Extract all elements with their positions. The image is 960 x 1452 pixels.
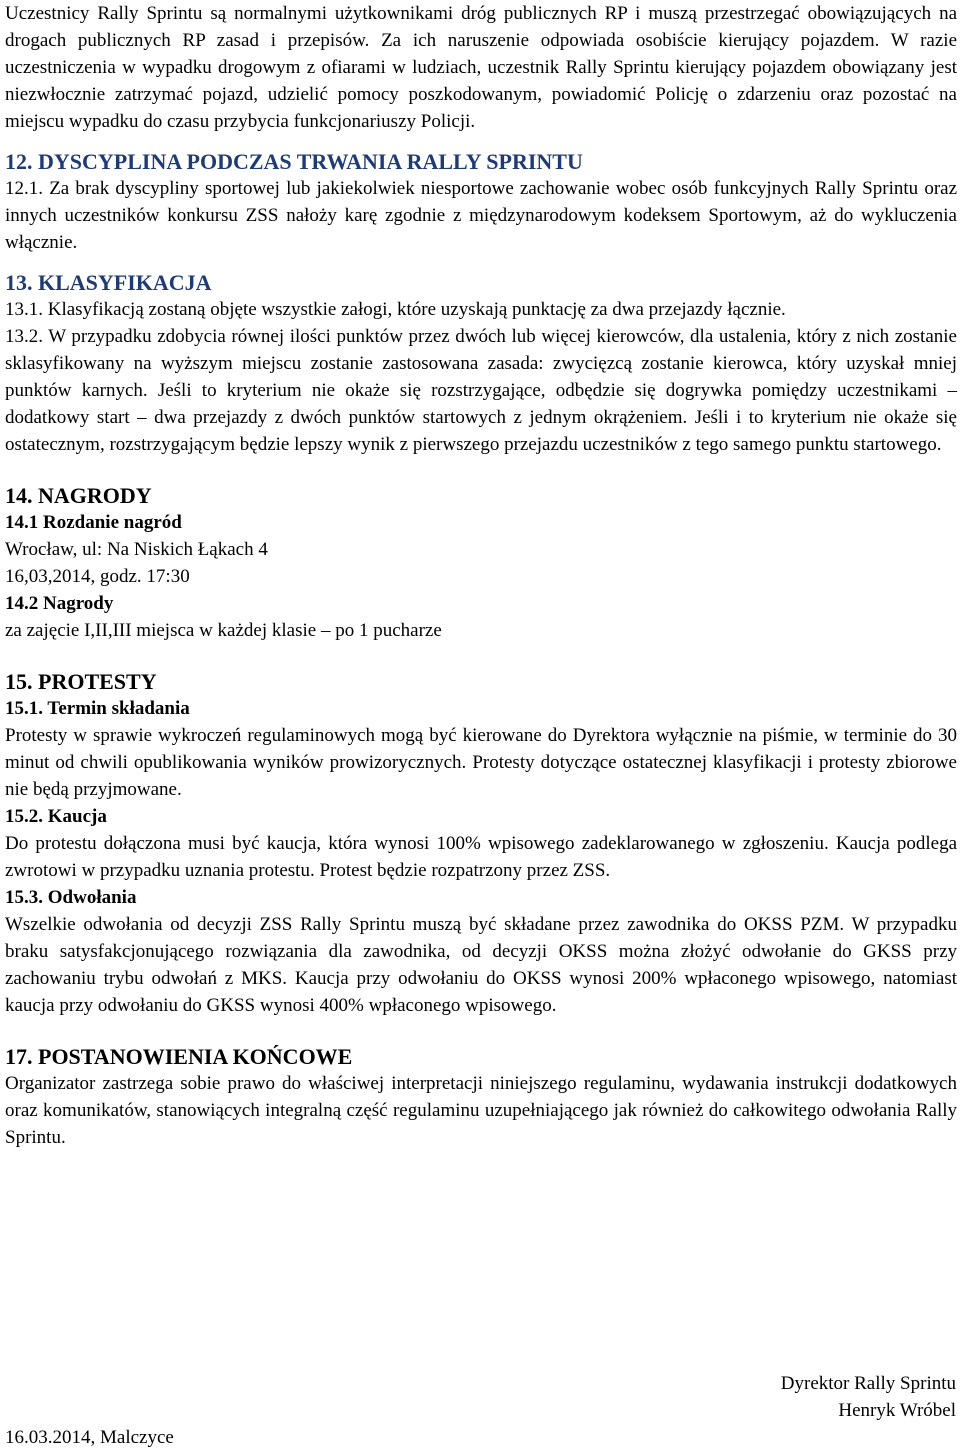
intro-text-1: Uczestnicy Rally Sprintu są normalnymi użytkownikami dróg publicznych RP i muszą przestrzegać obowiązujących na drogach publicznych RP zasad i przepisów. Za ich naruszenie odpowiada osobiście kierujący pojazdem. xyxy=(5,3,957,51)
section-13-1-number: 13.1. xyxy=(5,299,43,320)
section-15-2-subheading: 15.2. Kaucja xyxy=(5,806,107,827)
date-place: 16.03.2014, Malczyce xyxy=(5,1427,174,1448)
section-13-2-paragraph xyxy=(5,323,957,458)
awards-description: za zajęcie I,II,III miejsca w każdej klasie – po 1 pucharze xyxy=(5,620,442,641)
section-13-1-text: Klasyfikacją zostaną objęte wszystkie załogi, które uzyskają punktację za dwa przejazdy łącznie. xyxy=(47,299,786,320)
section-13-heading: 13. KLASYFIKACJA xyxy=(5,270,212,295)
section-14-2-subheading: 14.2 Nagrody xyxy=(5,593,114,614)
intro-text-2: W razie uczestniczenia w wypadku drogowym z ofiarami w ludziach, uczestnik Rally Sprintu kierujący pojazdem obowiązany jest niezwłocznie zatrzymać pojazd, udzielić pomocy poszkodowanym, powiadomić Policję o zdarzeniu oraz pozostać na miejscu wypadku do czasu przybycia funkcjonariuszy Policji. xyxy=(5,30,957,132)
document-body xyxy=(5,0,957,1151)
section-13-2-number: 13.2. xyxy=(5,326,43,347)
section-15-2-paragraph: Do protestu dołączona musi być kaucja, która wynosi 100% wpisowego zadeklarowanego w zgłoszeniu. Kaucja podlega zwrotowi w przypadku uznania protestu. Protest będzie rozpatrzony przez ZSS. xyxy=(5,833,957,881)
awards-datetime: 16,03,2014, godz. 17:30 xyxy=(5,566,190,587)
intro-paragraph xyxy=(5,0,957,135)
section-13-1-paragraph xyxy=(5,296,957,323)
section-17-heading: 17. POSTANOWIENIA KOŃCOWE xyxy=(5,1044,353,1069)
awards-location: Wrocław, ul: Na Niskich Łąkach 4 xyxy=(5,539,268,560)
section-12-heading: 12. DYSCYPLINA PODCZAS TRWANIA RALLY SPRINTU xyxy=(5,149,583,174)
section-13-2-text: W przypadku zdobycia równej ilości punktów przez dwóch lub więcej kierowców, dla ustalenia, który z nich zostanie sklasyfikowany na wyższym miejscu zostanie zastosowana zasada: zwycięzcą zostanie kierowca, który uzyskał mniej punktów karnych. Jeśli to kryterium nie okaże się rozstrzygające, odbędzie się dogrywka pomiędzy uczestnikami – dodatkowy start – dwa przejazdy z dwóch punktów startowych z jednym okrążeniem. Jeśli i to kryterium nie okaże się ostatecznym, rozstrzygającym będzie lepszy wynik z pierwszego przejazdu uczestników z tego samego punktu startowego. xyxy=(5,326,957,455)
section-15-heading: 15. PROTESTY xyxy=(5,669,157,694)
section-14-1-subheading: 14.1 Rozdanie nagród xyxy=(5,512,182,533)
section-14-heading: 14. NAGRODY xyxy=(5,483,152,508)
section-15-3-subheading: 15.3. Odwołania xyxy=(5,887,137,908)
section-12-1-number: 12.1. xyxy=(5,178,43,199)
section-12-1-text: Za brak dyscypliny sportowej lub jakiekolwiek niesportowe zachowanie wobec osób funkcyjnych Rally Sprintu oraz innych uczestników konkursu ZSS nałoży karę zgodnie z międzynarodowym kodeksem Sportowym, aż do wykluczenia włącznie. xyxy=(5,178,958,253)
section-15-3-paragraph: Wszelkie odwołania od decyzji ZSS Rally Sprintu muszą być składane przez zawodnika do OKSS PZM. W przypadku braku satysfakcjonującego rozwiązania dla zawodnika, od decyzji OKSS można złożyć odwołanie do GKSS przy zachowaniu trybu odwołań z MKS. Kaucja przy odwołaniu do OKSS wynosi 200% wpłaconego wpisowego, natomiast kaucja przy odwołaniu do GKSS wynosi 400% wpłaconego wpisowego. xyxy=(5,914,957,1016)
section-17-paragraph: Organizator zastrzega sobie prawo do właściwej interpretacji niniejszego regulaminu, wydawania instrukcji dodatkowych oraz komunikatów, stanowiących integralną część regulaminu uzupełniającego jak również do całkowitego odwołania Rally Sprintu. xyxy=(5,1073,957,1148)
section-15-1-subheading: 15.1. Termin składania xyxy=(5,698,190,719)
section-12-1-paragraph xyxy=(5,175,957,256)
signature-role: Dyrektor Rally Sprintu xyxy=(780,1373,956,1394)
signature-block xyxy=(781,1370,956,1424)
signature-name: Henryk Wróbel xyxy=(838,1400,956,1421)
section-15-1-paragraph: Protesty w sprawie wykroczeń regulaminowych mogą być kierowane do Dyrektora wyłącznie na piśmie, w terminie do 30 minut od chwili opublikowania wyników prowizorycznych. Protesty dotyczące ostatecznej klasyfikacji i protesty zbiorowe nie będą przyjmowane. xyxy=(5,725,957,800)
